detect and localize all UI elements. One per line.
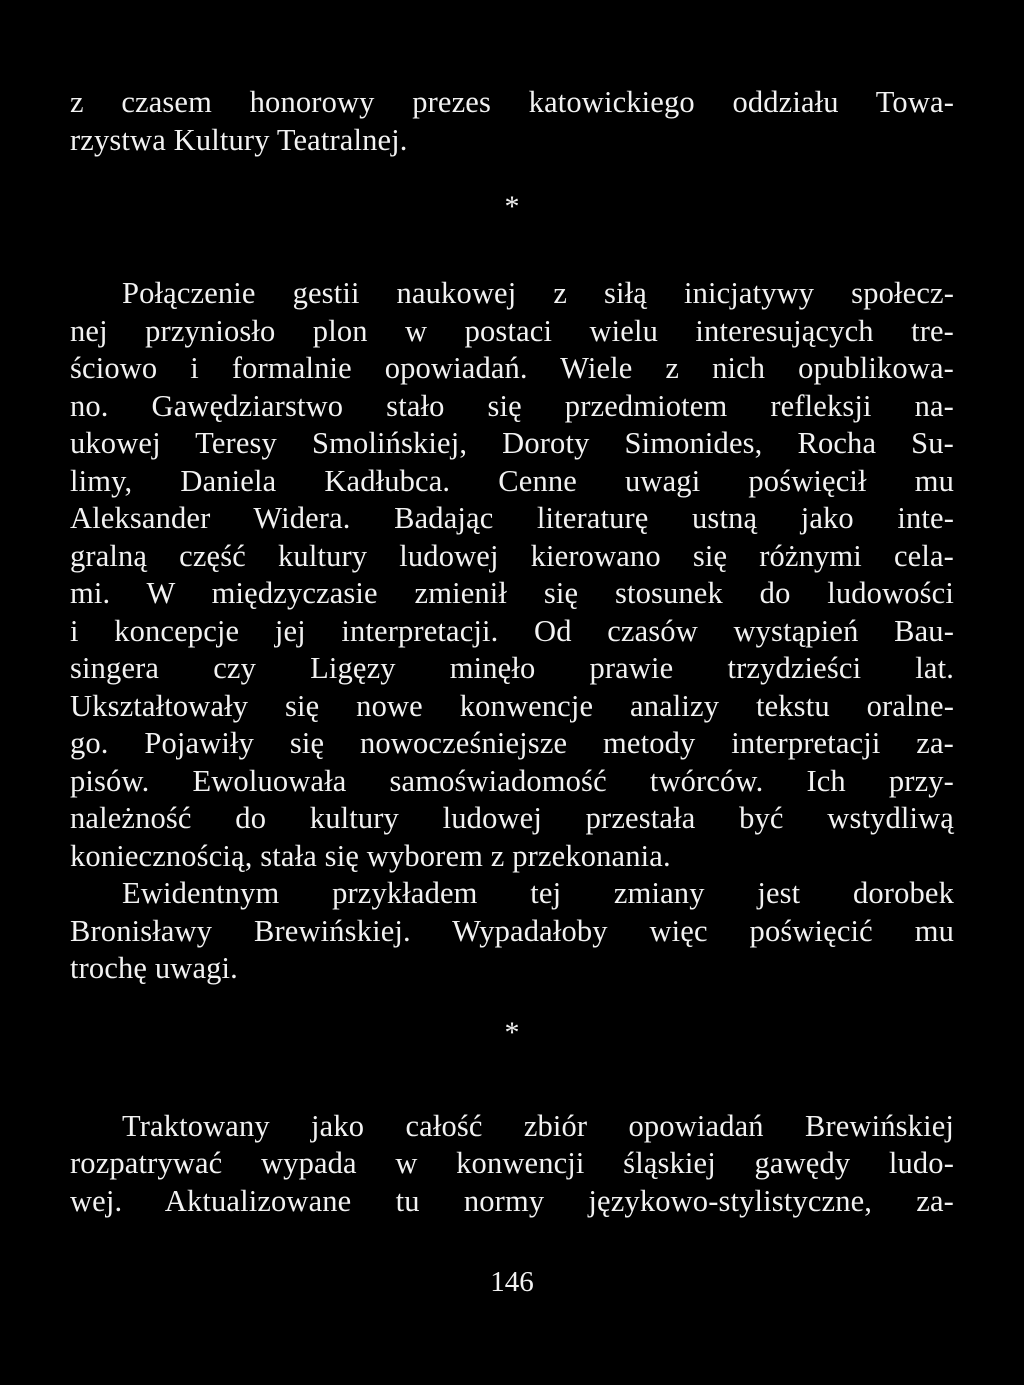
text-line: Połączenie gestii naukowej z siłą inicjatywy społecz- <box>122 276 954 310</box>
page-number: 146 <box>490 1266 534 1298</box>
text-line: trochę uwagi. <box>70 951 238 985</box>
text-line: ściowo i formalnie opowiadań. Wiele z nich opublikowa- <box>70 351 954 385</box>
text-line: koniecznością, stała się wyborem z przekonania. <box>70 838 671 873</box>
text-line: Aleksander Widera. Badając literaturę ustną jako inte- <box>70 501 954 535</box>
text-line: nej przyniosło plon w postaci wielu interesujących tre- <box>70 313 954 348</box>
text-line: Bronisławy Brewińskiej. Wypadałoby więc poświęcić mu <box>70 913 954 948</box>
text-line: Traktowany jako całość zbiór opowiadań Brewińskiej <box>122 1108 954 1143</box>
text-line: mi. W międzyczasie zmienił się stosunek do ludowości <box>70 576 954 610</box>
text-line: należność do kultury ludowej przestała być wstydliwą <box>70 801 954 835</box>
section-separator: * <box>504 190 520 223</box>
text-line: rozpatrywać wypada w konwencji śląskiej gawędy ludo- <box>70 1146 954 1180</box>
text-line: Ewidentnym przykładem tej zmiany jest dorobek <box>122 876 954 910</box>
paragraph-storytelling-research <box>70 275 954 875</box>
paragraph-continuation <box>70 84 954 159</box>
section-separator: * <box>504 1015 520 1049</box>
paragraph-collection <box>70 1108 954 1221</box>
page-body <box>70 84 954 1220</box>
text-line: go. Pojawiły się nowocześniejsze metody interpretacji za- <box>70 726 954 760</box>
text-line: no. Gawędziarstwo stało się przedmiotem refleksji na- <box>70 388 954 423</box>
text-line: rzystwa Kultury Teatralnej. <box>70 122 408 157</box>
text-line: limy, Daniela Kadłubca. Cenne uwagi poświęcił mu <box>70 463 954 498</box>
text-line: gralną część kultury ludowej kierowano się różnymi cela- <box>70 538 954 573</box>
text-line: z czasem honorowy prezes katowickiego oddziału Towa- <box>70 85 954 119</box>
text-line: singera czy Ligęzy minęło prawie trzydzieści lat. <box>70 651 954 685</box>
text-line: Ukształtowały się nowe konwencje analizy tekstu oralne- <box>70 688 954 723</box>
text-line: ukowej Teresy Smolińskiej, Doroty Simonides, Rocha Su- <box>70 426 954 460</box>
text-line: pisów. Ewoluowała samoświadomość twórców. Ich przy- <box>70 763 954 798</box>
paragraph-brewinska-example <box>70 875 954 988</box>
text-line: wej. Aktualizowane tu normy językowo-stylistyczne, za- <box>70 1183 954 1218</box>
text-line: i koncepcje jej interpretacji. Od czasów wystąpień Bau- <box>70 613 954 648</box>
